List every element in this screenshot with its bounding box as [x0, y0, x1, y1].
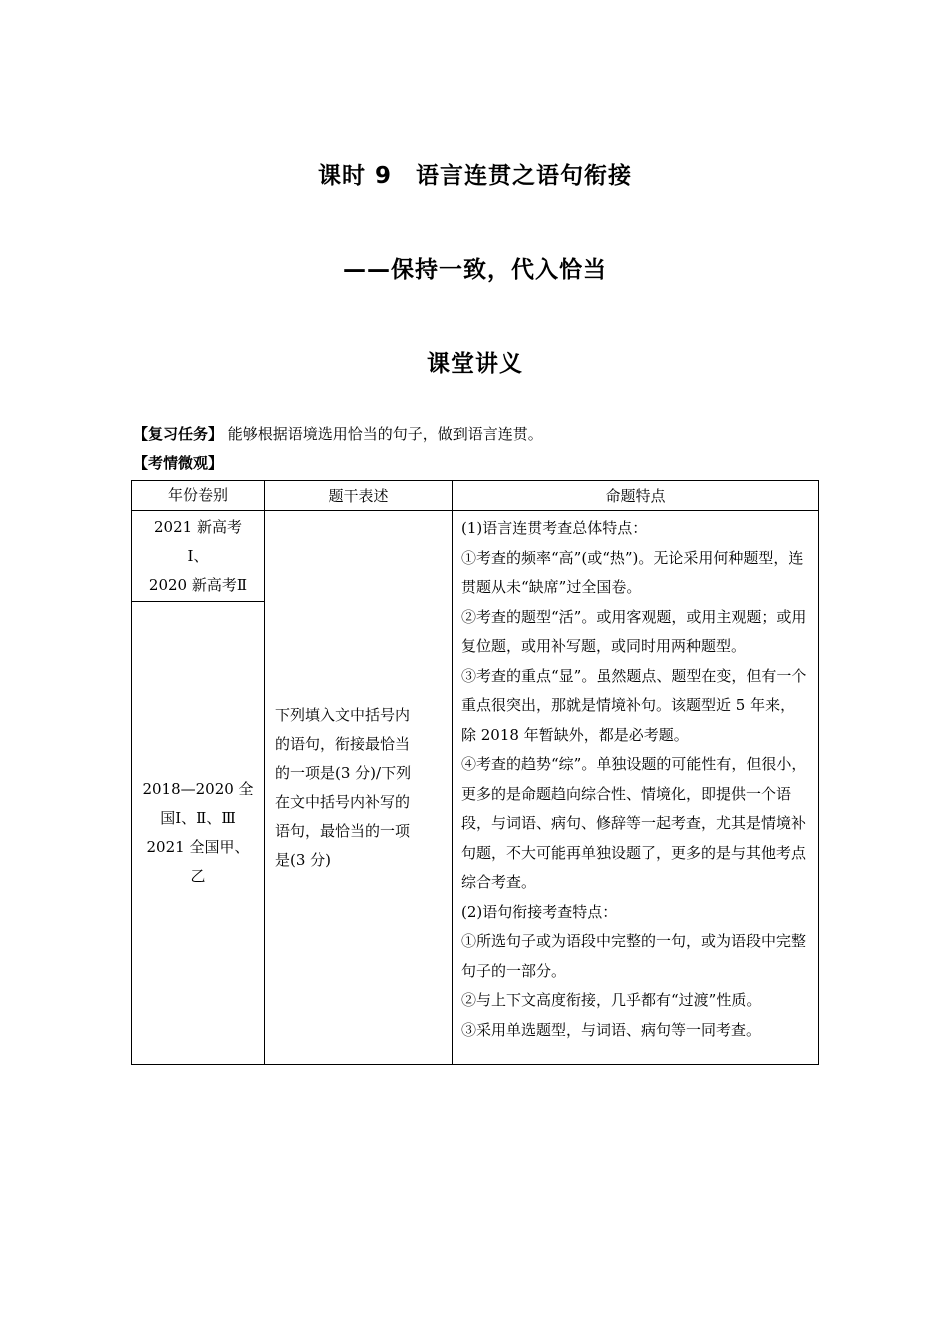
exam-survey-label: 【考情微观】 — [133, 454, 224, 472]
feature-item: ②考查的题型“活”。或用客观题，或用主观题；或用复位题，或用补写题，或同时用两种题型。 — [461, 607, 807, 655]
review-task — [133, 424, 543, 444]
feature-item: ③考查的重点“显”。虽然题点、题型在变，但有一个重点很突出，那就是情境补句。该题型近 5 年来，除 2018 年暂缺外，都是必考题。 — [461, 666, 807, 744]
year-cell-national — [132, 602, 265, 1065]
page-subtitle: ——保持一致，代入恰当 — [343, 257, 607, 283]
feature-item: ②与上下文高度衔接，几乎都有“过渡”性质。 — [461, 991, 762, 1009]
stem-line: 的一项是(3 分)/下列 — [275, 763, 412, 782]
feature-item: (1)语言连贯考查总体特点： — [461, 519, 648, 537]
stem-line: 语句，最恰当的一项 — [275, 821, 411, 840]
exam-analysis-table — [131, 480, 819, 1065]
year-line: 2020 新高考Ⅱ — [148, 575, 248, 594]
stem-line: 是(3 分) — [275, 850, 332, 869]
feature-item: ①考查的频率“高”(或“热”)。无论采用何种题型，连贯题从未“缺席”过全国卷。 — [461, 548, 804, 596]
table-header-row — [132, 481, 819, 511]
year-line: 2021 新高考 — [154, 517, 242, 536]
feature-item: (2)语句衔接考查特点： — [461, 902, 618, 921]
header-features: 命题特点 — [453, 481, 819, 511]
header-year: 年份卷别 — [132, 481, 265, 511]
feature-item: ③采用单选题型，与词语、病句等一同考查。 — [461, 1020, 762, 1039]
stem-line: 下列填入文中括号内 — [275, 705, 411, 724]
stem-line: 的语句，衔接最恰当 — [275, 734, 411, 753]
features-cell — [453, 511, 819, 1065]
review-task-label: 【复习任务】 — [133, 425, 224, 443]
review-task-text: 能够根据语境选用恰当的句子，做到语言连贯。 — [227, 425, 543, 443]
year-line: 乙 — [190, 867, 206, 885]
year-line: 2018—2020 全 — [142, 780, 254, 798]
page-title: 课时 9 语言连贯之语句衔接 — [317, 163, 632, 189]
table-row — [132, 511, 819, 602]
feature-item: ①所选句子或为语段中完整的一句，或为语段中完整句子的一部分。 — [461, 932, 807, 980]
year-line: Ⅰ、 — [187, 546, 209, 565]
year-line: 2021 全国甲、 — [146, 838, 250, 856]
year-line: 国Ⅰ、Ⅱ、Ⅲ — [160, 809, 236, 827]
stem-cell — [265, 511, 453, 1065]
header-stem: 题干表述 — [265, 481, 453, 511]
section-heading: 课堂讲义 — [427, 351, 523, 377]
stem-line: 在文中括号内补写的 — [275, 792, 411, 811]
feature-item: ④考查的趋势“综”。单独设题的可能性有，但很小，更多的是命题趋向综合性、情境化，即提供一个语段，与词语、病句、修辞等一起考查，尤其是情境补句题，不大可能再单独设题了，更多的是与其他考点综合考查。 — [461, 755, 807, 891]
year-cell-new-gaokao — [132, 511, 265, 602]
